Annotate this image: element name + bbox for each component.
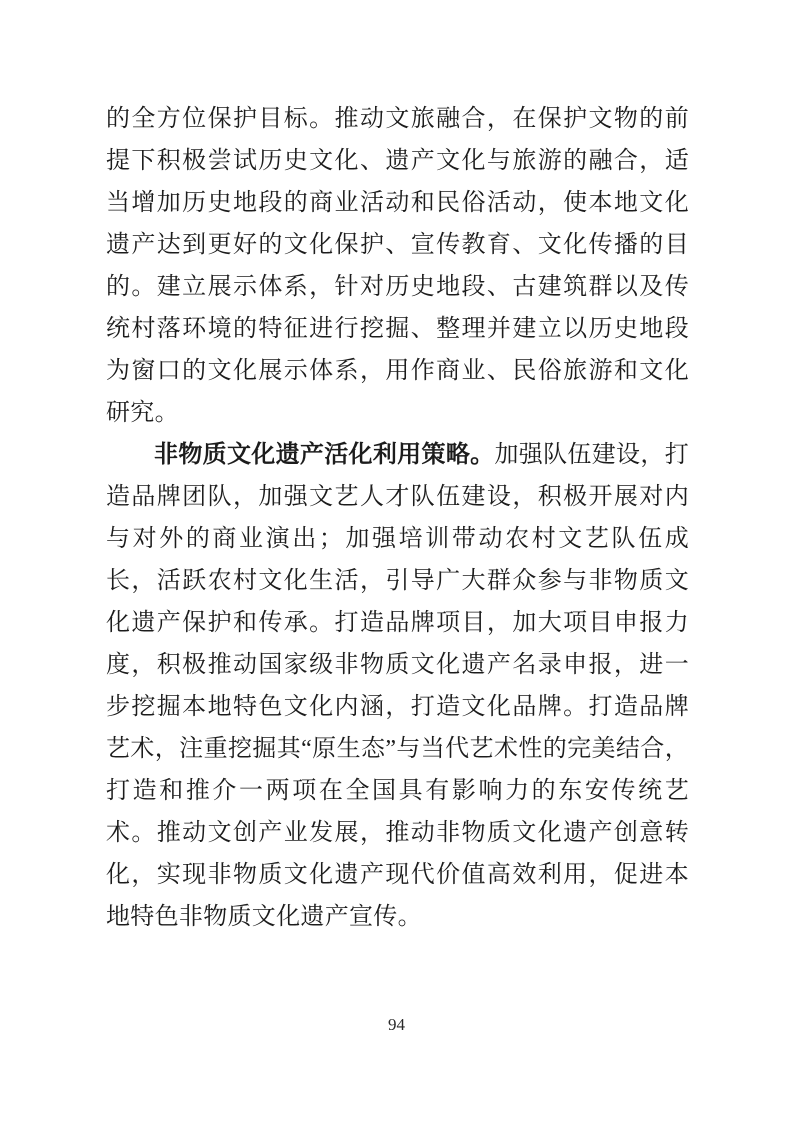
- paragraph-continuation: 的全方位保护目标。推动文旅融合，在保护文物的前提下积极尝试历史文化、遗产文化与旅游的融合，适当增加历史地段的商业活动和民俗活动，使本地文化遗产达到更好的文化保护、宣传教育、文化传播的目的。建立展示体系，针对历史地段、古建筑群以及传统村落环境的特征进行挖掘、整理并建立以历史地段为窗口的文化展示体系，用作商业、民俗旅游和文化研究。: [106, 106, 689, 426]
- page-content: [106, 98, 689, 938]
- paragraph-bold-lead: 非物质文化遗产活化利用策略。: [154, 442, 495, 468]
- page-number: 94: [388, 1015, 405, 1034]
- paragraph-body-text: 加强队伍建设，打造品牌团队，加强文艺人才队伍建设，积极开展对内与对外的商业演出；加强培训带动农村文艺队伍成长，活跃农村文化生活，引导广大群众参与非物质文化遗产保护和传承。打造品牌项目，加大项目申报力度，积极推动国家级非物质文化遗产名录申报，进一步挖掘本地特色文化内涵，打造文化品牌。打造品牌艺术，注重挖掘其“原生态”与当代艺术性的完美结合，打造和推介一两项在全国具有影响力的东安传统艺术。推动文创产业发展，推动非物质文化遗产创意转化，实现非物质文化遗产现代价值高效利用，促进本地特色非物质文化遗产宣传。: [106, 442, 689, 930]
- page-footer: [0, 1014, 793, 1036]
- paragraph-intangible-heritage-strategy: [106, 434, 689, 938]
